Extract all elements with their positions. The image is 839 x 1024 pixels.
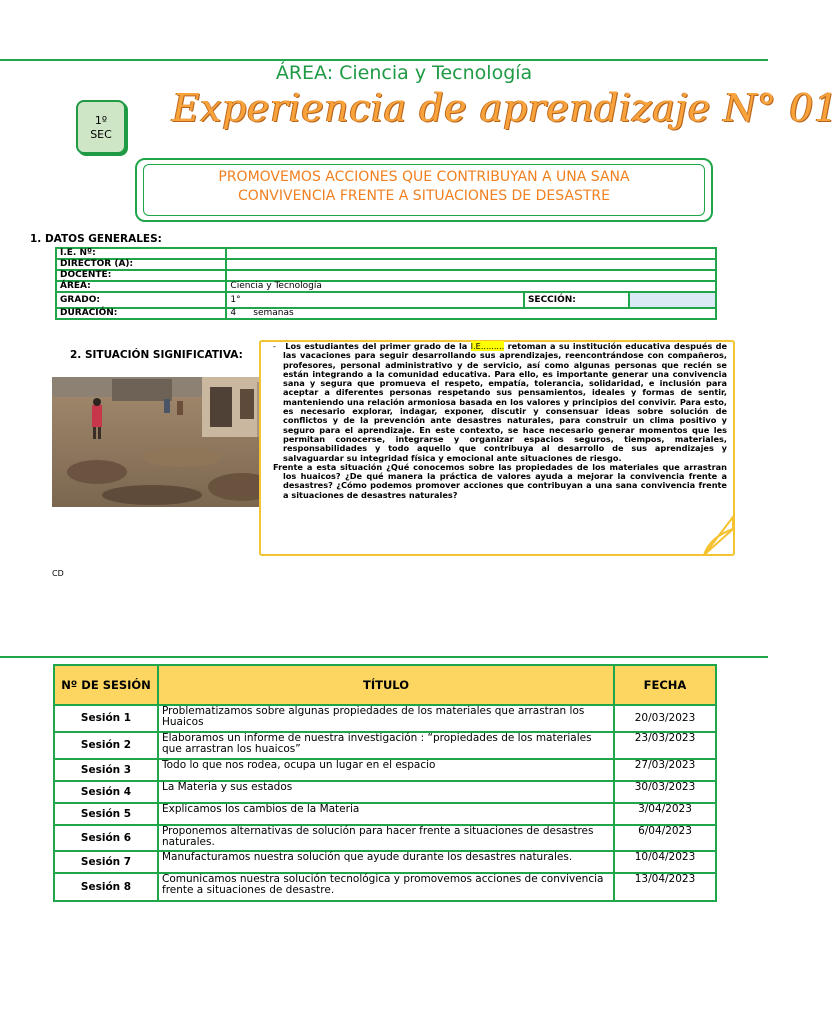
session-date: 13/04/2023 (614, 873, 716, 901)
label-duracion: DURACIÓN: (56, 308, 226, 319)
table-row (56, 308, 716, 319)
label-ie: I.E. Nº: (56, 248, 226, 259)
session-number: Sesión 6 (54, 825, 158, 851)
session-title: Problematizamos sobre algunas propiedades de los materiales que arrastran los Huaicos (158, 705, 614, 732)
session-date: 30/03/2023 (614, 781, 716, 803)
bottom-divider-line (0, 656, 768, 658)
banner-inner (143, 164, 705, 216)
experience-banner (135, 158, 713, 222)
table-row (54, 851, 716, 873)
table-row (56, 292, 716, 308)
cd-label: CD (52, 569, 64, 578)
ie-highlight: I.E......... (470, 341, 505, 351)
experience-title: Experiencia de aprendizaje N° 01 (172, 86, 839, 130)
label-director: DIRECTOR (A): (56, 259, 226, 270)
sessions-table (53, 664, 717, 902)
value-ie[interactable] (226, 248, 716, 259)
value-grado: 1° (226, 292, 524, 308)
note-folded-corner-icon (696, 515, 736, 557)
banner-line-2: CONVIVENCIA FRENTE A SITUACIONES DE DESASTRE (238, 188, 610, 204)
situacion-text (261, 342, 727, 500)
session-date: 20/03/2023 (614, 705, 716, 732)
label-docente: DOCENTE: (56, 270, 226, 281)
table-row (54, 825, 716, 851)
table-row (56, 259, 716, 270)
session-number: Sesión 1 (54, 705, 158, 732)
p2-rest: ¿Qué conocemos sobre las propiedades de los materiales que arrastran los huaicos? ¿De qué manera la práctica de valores ayuda a mejorar la convivencia frente a desastres? ¿Cómo podemos promover acciones que contribuyan a una sana convivencia frente a situaciones de desastres naturales? (283, 461, 727, 500)
value-seccion[interactable] (629, 292, 716, 308)
table-row (54, 705, 716, 732)
grade-badge-level: SEC (90, 128, 112, 141)
table-row (54, 732, 716, 759)
table-row (56, 248, 716, 259)
session-date: 23/03/2023 (614, 732, 716, 759)
session-date: 10/04/2023 (614, 851, 716, 873)
mudflow-street-image (52, 377, 276, 507)
situacion-heading: 2. SITUACIÓN SIGNIFICATIVA: (70, 349, 243, 361)
table-row (54, 781, 716, 803)
value-director[interactable] (226, 259, 716, 270)
session-title: Explicamos los cambios de la Materia (158, 803, 614, 825)
grade-badge-grade: 1º (94, 114, 108, 127)
huaico-photo (52, 377, 276, 507)
session-date: 27/03/2023 (614, 759, 716, 781)
p1-rest: retoman a su institución educativa después de las vacaciones para seguir desarrollando sus aprendizajes, reencontrándose con compañeros, profesores, personal administrativo y de servicio, así como algunas personas que recién se están integrando a la comunidad educativa. Para ello, es importante generar una convivencia sana y segura que promueva el respeto, empatía, tolerancia, solidaridad, e inclusión para aceptar a diferentes personas respetando sus pensamientos, ideales y formas de sentir, manteniendo una relación armoniosa basada en los valores y principios del convivir. Para esto, es necesario explorar, indagar, exponer, discutir y consensuar ideas sobre solución de conflictos y de la prevención ante desastres naturales, para construir un clima positivo y seguro para el aprendizaje. En este contexto, se hace necesario generar momentos que les permitan conocerse, integrarse y organizar espacios seguros, tiempos, materiales, responsabilidades y todo aquello que contribuya al desarrollo de sus aprendizajes y salvaguardar su integridad física y emocional ante situaciones de riesgo. (283, 341, 727, 463)
value-docente[interactable] (226, 270, 716, 281)
table-row (54, 873, 716, 901)
situacion-paragraph-2 (261, 463, 727, 500)
session-number: Sesión 2 (54, 732, 158, 759)
datos-generales-heading: 1. DATOS GENERALES: (30, 233, 162, 245)
table-header-row (54, 665, 716, 705)
label-grado: GRADO: (56, 292, 226, 308)
session-title: Comunicamos nuestra solución tecnológica y promovemos acciones de convivencia frente a situaciones de desastre. (158, 873, 614, 901)
table-row (54, 803, 716, 825)
header-title: TÍTULO (158, 665, 614, 705)
session-date: 6/04/2023 (614, 825, 716, 851)
session-title: La Materia y sus estados (158, 781, 614, 803)
table-row (56, 270, 716, 281)
area-title: ÁREA: Ciencia y Tecnología (275, 62, 533, 84)
table-row (54, 759, 716, 781)
grade-badge (76, 100, 126, 154)
table-row (56, 281, 716, 292)
session-title: Elaboramos un informe de nuestra investigación : “propiedades de los materiales que arrastran los huaicos” (158, 732, 614, 759)
bullet-dash: - (273, 341, 276, 351)
session-number: Sesión 5 (54, 803, 158, 825)
session-title: Manufacturamos nuestra solución que ayude durante los desastres naturales. (158, 851, 614, 873)
session-number: Sesión 7 (54, 851, 158, 873)
value-area: Ciencia y Tecnología (226, 281, 716, 292)
situacion-paragraph-1 (261, 342, 727, 463)
p2-bold: Frente a esta situación (273, 461, 383, 472)
session-number: Sesión 4 (54, 781, 158, 803)
value-duracion: 4 semanas (226, 308, 716, 319)
session-title: Todo lo que nos rodea, ocupa un lugar en el espacio (158, 759, 614, 781)
p1-start: Los estudiantes del primer grado de la (285, 341, 471, 351)
header-session-number: Nº DE SESIÓN (54, 665, 158, 705)
session-number: Sesión 8 (54, 873, 158, 901)
top-divider-line (0, 59, 768, 61)
label-seccion: SECCIÓN: (524, 292, 629, 308)
datos-generales-table (55, 247, 717, 320)
session-date: 3/04/2023 (614, 803, 716, 825)
banner-line-1: PROMOVEMOS ACCIONES QUE CONTRIBUYAN A UNA SANA (218, 169, 630, 185)
session-title: Proponemos alternativas de solución para hacer frente a situaciones de desastres naturales. (158, 825, 614, 851)
label-area: ÁREA: (56, 281, 226, 292)
session-number: Sesión 3 (54, 759, 158, 781)
header-date: FECHA (614, 665, 716, 705)
